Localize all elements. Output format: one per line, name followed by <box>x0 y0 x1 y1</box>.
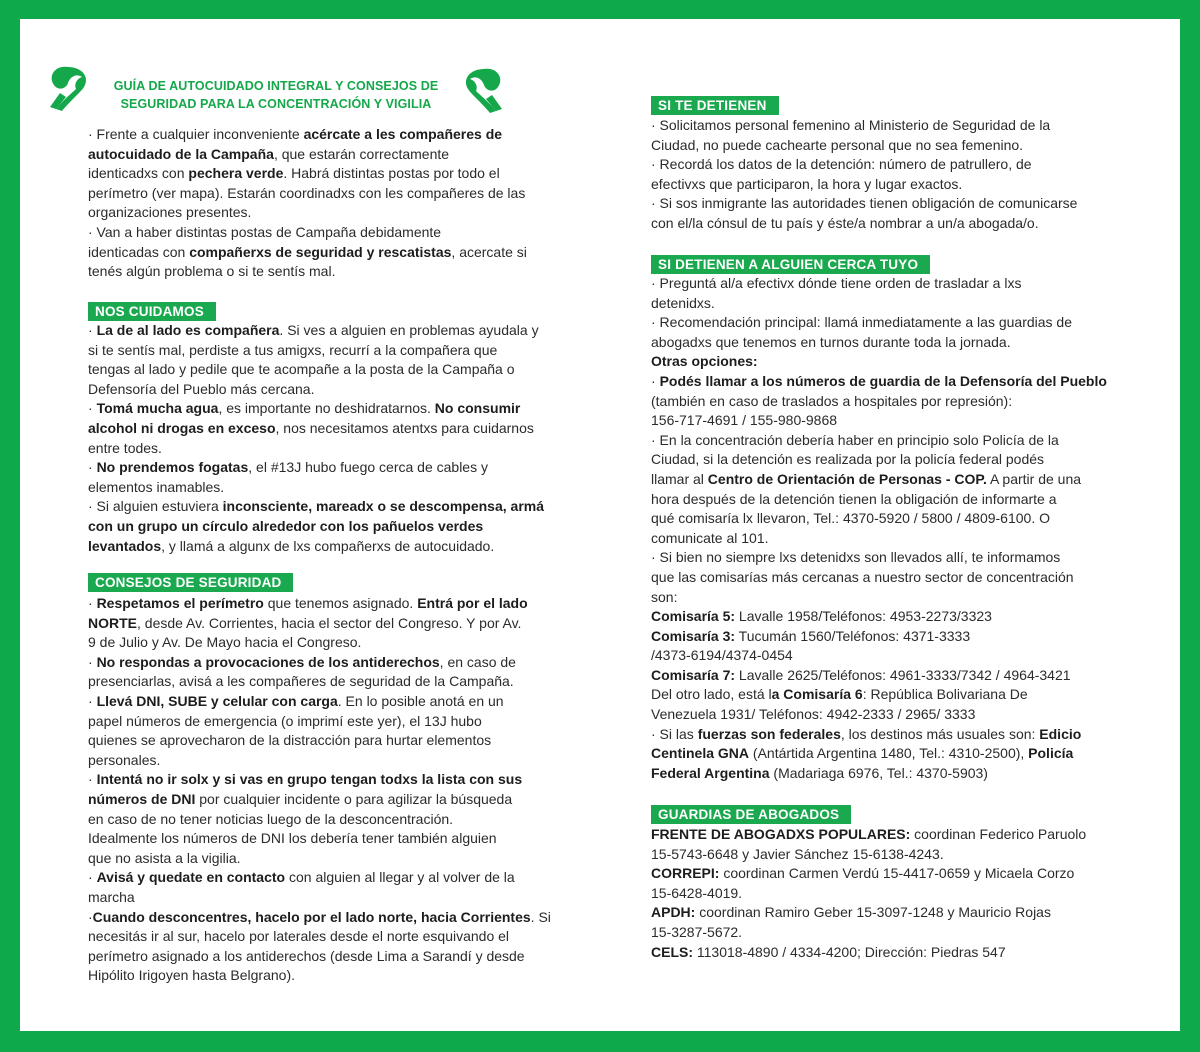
text-run: perímetro asignado a los antiderechos (desde Lima a Sarandí y desde <box>88 947 525 964</box>
text-line <box>88 458 568 478</box>
text-line <box>88 810 568 830</box>
text-run: efectivxs que participaron, la hora y lugar exactos. <box>651 175 963 192</box>
text-run: detenidxs. <box>651 294 715 311</box>
text-line <box>88 947 568 967</box>
text-run: · Frente a cualquier inconveniente <box>88 126 304 142</box>
bold-text: Otras opciones: <box>651 353 758 370</box>
text-line <box>88 966 568 986</box>
text-run: · Van a haber distintas postas de Campaña debidamente <box>88 223 442 240</box>
text-run: , en caso de <box>439 653 516 670</box>
text-line <box>651 372 1121 392</box>
text-line <box>88 537 568 557</box>
text-line <box>651 450 1121 470</box>
guide-title-line1: GUÍA DE AUTOCUIDADO INTEGRAL Y CONSEJOS DE <box>113 79 439 93</box>
text-run: · Si alguien estuviera <box>88 498 223 515</box>
intro-section <box>88 125 568 282</box>
text-run: (Antártida Argentina 1480, Tel.: 4310-2500), <box>749 745 1029 762</box>
flyer-sheet <box>20 19 1180 1031</box>
text-line <box>651 764 1121 784</box>
text-line <box>651 214 1121 234</box>
text-run: 113018-4890 / 4334-4200; Dirección: Piedras 547 <box>693 943 1006 960</box>
text-run: · Solicitamos personal femenino al Ministerio de Seguridad de la <box>651 117 1051 133</box>
text-run: (también en caso de traslados a hospitales por represión): <box>651 392 1013 409</box>
text-line <box>88 790 568 810</box>
text-run: llamar al <box>651 470 708 487</box>
text-run: Ciudad, si la detención es realizada por la policía federal podés <box>651 451 1045 468</box>
guide-header <box>46 63 546 119</box>
text-line <box>88 692 568 712</box>
bold-text: Federal Argentina <box>651 764 770 781</box>
section-title-si-detienen-cerca: SI DETIENEN A ALGUIEN CERCA TUYO <box>651 255 930 274</box>
text-run: 156-717-4691 / 155-980-9868 <box>651 412 838 429</box>
text-run: · <box>88 595 97 611</box>
text-line <box>651 431 1121 451</box>
bold-text: Policía <box>1028 745 1074 762</box>
text-line <box>651 744 1121 764</box>
bold-text: Llevá DNI, SUBE y celular con carga <box>96 692 338 709</box>
bold-text: Entrá por el lado <box>417 595 528 611</box>
text-run: · <box>88 771 97 788</box>
text-line <box>651 825 1121 845</box>
text-line <box>88 478 568 498</box>
text-run: marcha <box>88 888 135 905</box>
text-run: Tucumán 1560/Teléfonos: 4371-3333 <box>735 627 971 644</box>
text-run: coordinan Carmen Verdú 15-4417-0659 y Micaela Corzo <box>719 865 1075 882</box>
nos-cuidamos-section <box>88 321 568 556</box>
text-run: que las comisarías más cercanas a nuestro sector de concentración <box>651 568 1074 585</box>
text-line <box>651 470 1121 490</box>
guide-title <box>96 77 456 113</box>
text-line <box>651 607 1121 627</box>
text-run: necesitás ir al sur, hacelo por laterales desde el norte esquivando el <box>88 928 510 945</box>
text-line <box>88 712 568 732</box>
bold-text: FRENTE DE ABOGADXS POPULARES: <box>651 826 911 842</box>
text-run: · Si las <box>651 725 698 742</box>
text-run: qué comisaría lx llevaron, Tel.: 4370-5920 / 5800 / 4809-6100. O <box>651 510 1050 527</box>
text-line <box>651 903 1121 923</box>
text-run: . Si <box>530 908 551 925</box>
bold-text: Podés llamar a los números de guardia de la Defensoría del Pueblo <box>659 372 1107 389</box>
green-ribbon-icon <box>46 63 92 113</box>
text-line <box>651 155 1121 175</box>
bold-text: Avisá y quedate en contacto <box>96 869 286 886</box>
bold-text: alcohol ni drogas en exceso <box>88 419 276 436</box>
guardias-section <box>651 825 1121 962</box>
text-run: · Recomendación principal: llamá inmediatamente a las guardias de <box>651 314 1073 331</box>
text-run: , nos necesitamos atentxs para cuidarnos <box>275 419 534 436</box>
text-line <box>88 380 568 400</box>
text-line <box>651 294 1121 314</box>
text-line <box>88 927 568 947</box>
text-run: coordinan Ramiro Geber 15-3097-1248 y Mauricio Rojas <box>695 904 1051 921</box>
si-te-detienen-section <box>651 116 1121 234</box>
text-run: . En lo posible anotá en un <box>337 692 504 709</box>
text-run: en caso de no tener noticias luego de la desconcentración. <box>88 810 454 827</box>
text-run: . Si ves a alguien en problemas ayudala y <box>279 322 539 338</box>
text-run: hora después de la detención tienen la obligación de informarte a <box>651 490 1057 507</box>
text-line <box>88 125 568 145</box>
bold-text: Intentá no ir solx y si vas en grupo tengan todxs la lista con sus <box>96 771 523 788</box>
bold-text: Edicio <box>1039 725 1082 742</box>
section-title-si-te-detienen: SI TE DETIENEN <box>651 96 779 115</box>
text-run: elementos inamables. <box>88 478 225 495</box>
text-run: · <box>88 908 93 925</box>
text-run: , que estarán correctamente <box>273 145 450 162</box>
bold-text: autocuidado de la Campaña <box>88 145 274 162</box>
text-line <box>651 884 1121 904</box>
text-line <box>651 705 1121 725</box>
bold-text: Tomá mucha agua <box>96 400 219 417</box>
text-line <box>651 274 1121 294</box>
section-title-nos-cuidamos: NOS CUIDAMOS <box>88 302 216 321</box>
text-run: 15-3287-5672. <box>651 923 743 940</box>
bold-text: No prendemos fogatas <box>96 459 249 476</box>
text-line <box>88 908 568 928</box>
si-detienen-cerca-section <box>651 274 1121 783</box>
bold-text: Respetamos el perímetro <box>96 595 264 611</box>
text-run: · <box>88 322 97 338</box>
text-run: Venezuela 1931/ Teléfonos: 4942-2333 / 2965/ 3333 <box>651 706 976 723</box>
text-line <box>651 509 1121 529</box>
text-line <box>88 184 568 204</box>
text-line <box>88 399 568 419</box>
text-run: son: <box>651 588 678 605</box>
text-run: · <box>651 372 660 389</box>
text-line <box>651 136 1121 156</box>
text-line <box>651 548 1121 568</box>
text-line <box>651 529 1121 549</box>
bold-text: Comisaría 7: <box>651 666 736 683</box>
text-run: perímetro (ver mapa). Estarán coordinadxs con les compañeres de las <box>88 184 526 201</box>
text-line <box>651 646 1121 666</box>
bold-text: compañerxs de seguridad y rescatistas <box>189 243 452 260</box>
green-ribbon-icon <box>460 65 506 115</box>
text-line <box>651 588 1121 608</box>
text-line <box>88 633 568 653</box>
text-line <box>88 243 568 263</box>
text-run: · <box>88 459 97 476</box>
text-line <box>88 341 568 361</box>
text-line <box>88 829 568 849</box>
text-line <box>88 672 568 692</box>
bold-text: fuerzas son federales <box>697 725 841 742</box>
text-run: abogadxs que tenemos en turnos durante toda la jornada. <box>651 333 1011 350</box>
text-run: quienes se aprovecharon de la distracción para hurtar elementos <box>88 732 492 749</box>
text-line <box>88 849 568 869</box>
text-run: Del otro lado, está l <box>651 686 772 703</box>
text-run: 9 de Julio y Av. De Mayo hacia el Congreso. <box>88 634 362 651</box>
bold-text: CORREPI: <box>651 865 720 882</box>
text-run: tenés algún problema o si te sentís mal. <box>88 263 336 280</box>
bold-text: Cuando desconcentres, hacelo por el lado norte, hacia Corrientes <box>92 908 531 925</box>
text-line <box>88 868 568 888</box>
text-run: /4373-6194/4374-0454 <box>651 647 793 664</box>
text-line <box>88 770 568 790</box>
text-run: Lavalle 2625/Teléfonos: 4961-3333/7342 / 4964-3421 <box>735 666 1071 683</box>
text-run: , desde Av. Corrientes, hacia el sector del Congreso. Y por Av. <box>137 614 522 631</box>
bold-text: Comisaría 3: <box>651 627 736 644</box>
text-run: que tenemos asignado. <box>263 595 418 611</box>
text-line <box>651 568 1121 588</box>
text-run: si te sentís mal, perdiste a tus amigxs, recurrí a la compañera que <box>88 341 498 358</box>
text-run: · <box>88 869 97 886</box>
text-line <box>88 419 568 439</box>
text-line <box>651 725 1121 745</box>
text-line <box>88 731 568 751</box>
text-run: presenciarlas, avisá a les compañeres de seguridad de la Campaña. <box>88 673 514 690</box>
bold-text: Comisaría 5: <box>651 608 736 625</box>
text-line <box>651 313 1121 333</box>
text-line <box>651 194 1121 214</box>
text-run: (Madariaga 6976, Tel.: 4370-5903) <box>769 764 988 781</box>
text-line <box>651 923 1121 943</box>
text-run: por cualquier incidente o para agilizar la búsqueda <box>195 790 513 807</box>
bold-text: inconsciente, mareadx o se descompensa, armá <box>222 498 545 515</box>
bold-text: No consumir <box>434 400 521 417</box>
text-line <box>651 845 1121 865</box>
text-line <box>88 751 568 771</box>
text-line <box>88 145 568 165</box>
text-run: Lavalle 1958/Teléfonos: 4953-2273/3323 <box>735 608 992 625</box>
bold-text: levantados <box>88 537 162 554</box>
bold-text: NORTE <box>88 614 137 631</box>
text-line <box>88 517 568 537</box>
bold-text: Centinela GNA <box>651 745 750 762</box>
text-run: Hipólito Irigoyen hasta Belgrano). <box>88 967 296 984</box>
text-run: con alguien al llegar y al volver de la <box>285 869 515 886</box>
text-run: identicadas con <box>88 243 190 260</box>
text-run: 15-6428-4019. <box>651 884 743 901</box>
text-run: : República Bolivariana De <box>862 686 1028 703</box>
text-line <box>88 614 568 634</box>
text-run: organizaciones presentes. <box>88 204 252 221</box>
section-title-consejos: CONSEJOS DE SEGURIDAD <box>88 573 293 592</box>
text-line <box>651 411 1121 431</box>
text-run: · Si bien no siempre lxs detenidxs son llevados allí, te informamos <box>651 549 1061 566</box>
text-run: papel números de emergencia (o imprimí este yer), el 13J hubo <box>88 712 482 729</box>
text-line <box>651 627 1121 647</box>
text-run: · En la concentración debería haber en principio solo Policía de la <box>651 431 1059 448</box>
bold-text: acércate a les compañeres de <box>303 126 503 142</box>
bold-text: CELS: <box>651 943 693 960</box>
text-run: , los destinos más usuales son: <box>840 725 1040 742</box>
text-line <box>651 666 1121 686</box>
text-run: · <box>88 692 97 709</box>
text-line <box>88 594 568 614</box>
text-line <box>88 439 568 459</box>
text-run: A partir de una <box>986 470 1082 487</box>
text-run: · Si sos inmigrante las autoridades tienen obligación de comunicarse <box>651 195 1078 212</box>
text-line <box>651 175 1121 195</box>
text-line <box>88 262 568 282</box>
text-run: , acercate si <box>451 243 527 260</box>
text-run: · Preguntá al/a efectivx dónde tiene orden de trasladar a lxs <box>651 275 1022 291</box>
text-run: · Recordá los datos de la detención: número de patrullero, de <box>651 156 1032 173</box>
text-run: con el/la cónsul de tu país y éste/a nombrar a un/a abogada/o. <box>651 214 1039 231</box>
text-line <box>651 490 1121 510</box>
text-line <box>88 203 568 223</box>
text-line <box>651 943 1121 963</box>
text-line <box>651 116 1121 136</box>
bold-text: con un grupo un círculo alrededor con los pañuelos verdes <box>88 517 484 534</box>
bold-text: números de DNI <box>88 790 196 807</box>
text-run: , el #13J hubo fuego cerca de cables y <box>248 459 488 476</box>
bold-text: Centro de Orientación de Personas - COP. <box>707 470 987 487</box>
text-line <box>651 392 1121 412</box>
consejos-section <box>88 594 568 986</box>
bold-text: No respondas a provocaciones de los antiderechos <box>96 653 440 670</box>
text-line <box>651 685 1121 705</box>
text-run: . Habrá distintas postas por todo el <box>283 165 500 182</box>
text-run: 15-5743-6648 y Javier Sánchez 15-6138-4243. <box>651 845 944 862</box>
text-run: personales. <box>88 751 161 768</box>
text-line <box>88 888 568 908</box>
text-run: Idealmente los números de DNI los debería tener también alguien <box>88 830 497 847</box>
text-run: · <box>88 653 97 670</box>
text-run: que no asista a la vigilia. <box>88 849 241 866</box>
text-line <box>651 864 1121 884</box>
text-run: comunicate al 101. <box>651 529 769 546</box>
section-title-guardias: GUARDIAS DE ABOGADOS <box>651 805 851 824</box>
bold-text: pechera verde <box>188 165 284 182</box>
text-run: · <box>88 400 97 417</box>
text-line <box>88 653 568 673</box>
text-line <box>88 223 568 243</box>
text-line <box>651 333 1121 353</box>
bold-text: a Comisaría 6 <box>771 686 863 703</box>
text-run: entre todes. <box>88 439 162 456</box>
text-line <box>88 164 568 184</box>
text-line <box>88 321 568 341</box>
text-run: coordinan Federico Paruolo <box>910 826 1087 842</box>
text-run: , y llamá a algunx de lxs compañerxs de autocuidado. <box>161 537 495 554</box>
text-run: , es importante no deshidratarnos. <box>218 400 435 417</box>
text-line <box>88 360 568 380</box>
text-line <box>651 352 1121 372</box>
guide-title-line2: SEGURIDAD PARA LA CONCENTRACIÓN Y VIGILIA <box>120 97 432 111</box>
text-run: Ciudad, no puede cachearte personal que no sea femenino. <box>651 136 1024 153</box>
text-run: tengas al lado y pedile que te acompañe a la posta de la Campaña o <box>88 361 515 378</box>
text-run: identicadxs con <box>88 165 189 182</box>
text-line <box>88 497 568 517</box>
bold-text: APDH: <box>651 904 696 921</box>
text-run: Defensoría del Pueblo más cercana. <box>88 380 315 397</box>
bold-text: La de al lado es compañera <box>96 322 280 338</box>
